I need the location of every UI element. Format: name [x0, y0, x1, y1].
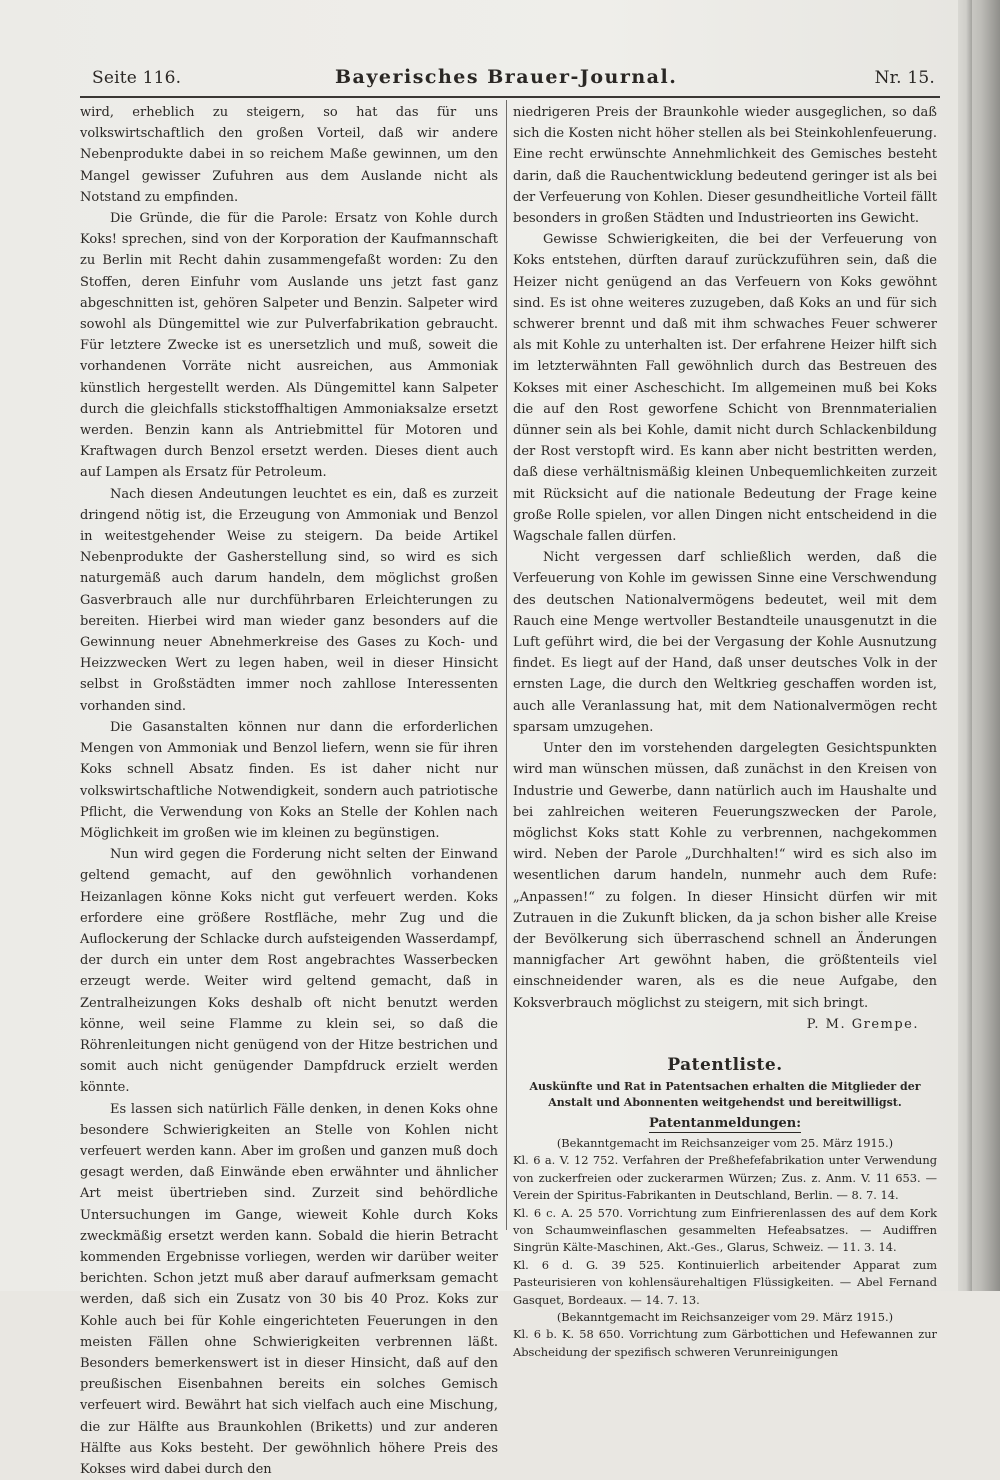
paragraph: Kl. 6 a. V. 12 752. Verfahren der Preßhefefabrikation unter Verwendung von zuckerfreien oder zuckerarmen Würzen; Zus. z. Anm. V. 11 653. — Verein der Spiritus-Fabrikanten in Deutschland, Berlin. — 8. 7. 14. — [513, 1153, 937, 1203]
header-rule — [80, 96, 940, 98]
paragraph: Unter den im vorstehenden dargelegten Gesichtspunkten wird man wünschen müssen, daß zunächst in den Kreisen von Industrie und Gewerbe, dann natürlich auch im Haushalte und bei zahlreichen weiteren Feuerungszwecken der Parole, möglichst Koks statt Kohle zu verbrennen, nachgekommen wird. Neben der Parole „Durchhalten!“ wird es sich also im wesentlichen darum handeln, nunmehr auch dem Rufe: „Anpassen!“ zu folgen. In dieser Hinsicht dürfen wir mit Zutrauen in die Zukunft blicken, da ja schon bisher alle Kreise der Bevölkerung sich überraschend schnell an Änderungen mannigfacher Art gewöhnt haben, die größtenteils viel einschneidender waren, als es die neue Aufgabe, den Koksverbrauch möglichst zu steigern, mit sich bringt. — [513, 741, 937, 1011]
paragraph: Die Gründe, die für die Parole: Ersatz von Kohle durch Koks! sprechen, sind von der Korporation der Kaufmannschaft zu Berlin mit Recht dahin zusammengefaßt worden: Zu den Stoffen, deren Einfuhr vom Auslande uns jetzt fast ganz abgeschnitten ist, gehören Salpeter und Benzin. Salpeter wird sowohl als Düngemittel wie zur Pulverfabrikation gebraucht. Für letztere Zwecke ist es unersetzlich und muß, soweit die vorhandenen Vorräte nicht ausreichen, aus Ammoniak künstlich hergestellt werden. Als Düngemittel kann Salpeter durch die gleichfalls stickstoffhaltigen Ammoniaksalze ersetzt werden. Benzin kann als Antriebmittel für Motoren und Kraftwagen durch Benzol ersetzt werden. Dieses dient auch auf Lampen als Ersatz für Petroleum. — [80, 211, 498, 481]
column-divider — [506, 100, 507, 1230]
paragraph: Nicht vergessen darf schließlich werden, daß die Verfeuerung von Kohle im gewissen Sinne eine Verschwendung des deutschen Nationalvermögens bedeutet, weil mit dem Rauch eine Menge wertvoller Bestandteile unausgenutzt in die Luft geführt wird, die bei der Vergasung der Kohle Ausnutzung findet. Es liegt auf der Hand, daß unser deutsches Volk in der ernsten Lage, die durch den Weltkrieg geschaffen worden ist, auch alle Veranlassung hat, mit dem Nationalvermögen recht sparsam umzugehen. — [513, 550, 937, 735]
paragraph: (Bekanntgemacht im Reichsanzeiger vom 25. März 1915.) — [556, 1135, 894, 1150]
paragraph: Kl. 6 c. A. 25 570. Vorrichtung zum Einfrierenlassen des auf dem Kork von Schaumweinflaschen gesammelten Hefeabsatzes. — Audiffren Singrün Kälte-Maschinen, Akt.-Ges., Glarus, Schweiz. — 11. 3. 14. — [513, 1205, 937, 1255]
paragraph: Nach diesen Andeutungen leuchtet es ein, daß es zurzeit dringend nötig ist, die Erzeugung von Ammoniak und Benzol in weitestgehender Weise zu steigern. Da beide Artikel Nebenprodukte der Gasherstellung sind, so wird es sich naturgemäß auch darum handeln, dem möglichst großen Gasverbrauch alle nur durchführbaren Erleichterungen zu bereiten. Hierbei wird man wieder ganz besonders auf die Gewinnung neuer Abnehmerkreise des Gases zu Koch- und Heizzwecken Wert zu legen haben, weil in dieser Hinsicht selbst in Großstädten immer noch zahllose Interessenten vorhanden sind. — [80, 486, 498, 714]
right-column — [513, 102, 937, 1361]
page-edge-shade — [966, 0, 972, 1291]
page-edge-shadow — [958, 0, 1000, 1291]
issue-number: Nr. 15. — [874, 68, 935, 88]
patent-applications-label: Patentanmeldungen: — [648, 1115, 802, 1131]
paragraph: Kl. 6 d. G. 39 525. Kontinuierlich arbeitender Apparat zum Pasteurisieren von kohlensäurehaltigen Flüssigkeiten. — Abel Fernand Gasquet, Bordeaux. — 14. 7. 13. — [513, 1257, 937, 1307]
paragraph: Es lassen sich natürlich Fälle denken, in denen Koks ohne besondere Schwierigkeiten an Stelle von Kohlen nicht verfeuert werden kann. Aber im großen und ganzen muß doch gesagt werden, daß Einwände eben erwähnter und ähnlicher Art meist übertrieben sind. Zurzeit sind behördliche Untersuchungen im Gange, wieweit Kohle durch Koks zweckmäßig ersetzt werden kann. Sobald die hierin Betracht kommenden Ergebnisse vorliegen, werden wir darüber weiter berichten. Schon jetzt muß aber darauf aufmerksam gemacht werden, daß sich ein Zusatz von 30 bis 40 Proz. Koks zur Kohle auch bei für Kohle eingerichteten Feuerungen in den meisten Fällen ohne Schwierigkeiten verbrennen läßt. Besonders bemerkenswert ist in dieser Hinsicht, daß auf den preußischen Eisenbahnen bereits ein solches Gemisch verfeuert wird. Bewährt hat sich vielfach auch eine Mischung, die zur Hälfte aus Braunkohlen (Briketts) und zur anderen Hälfte aus Koks besteht. Der gewöhnlich höhere Preis des Koksеs wird dabei durch den — [80, 1101, 498, 1477]
journal-title: Bayerisches Brauer-Journal. — [335, 66, 678, 88]
patent-list-note: Auskünfte und Rat in Patentsachen erhalten die Mitglieder der Anstalt und Abonnenten weitgehendst und bereitwilligst. — [529, 1079, 921, 1109]
paragraph: Gewisse Schwierigkeiten, die bei der Verfeuerung von Koks entstehen, dürften darauf zurückzuführen sein, daß die Heizer nicht genügend an das Verfeuern von Koks gewöhnt sind. Es ist ohne weiteres zuzugeben, daß Koks an und für sich schwerer brennt und daß mit ihm schwaches Feuer schwerer als mit Kohle zu unterhalten ist. Der erfahrene Heizer hilft sich im letzterwähnten Fall gewöhnlich durch das Bestreuen des Koksеs mit einer Ascheschicht. Im allgemeinen muß bei Koks die auf den Rost geworfene Schicht von Brennmaterialien dünner sein als bei Kohle, damit nicht durch Schlackenbildung der Rost verstopft wird. Es kann aber nicht bestritten werden, daß diese verhältnismäßig kleinen Unbequemlichkeiten zurzeit mit Rücksicht auf die nationale Bedeutung der Frage keine große Rolle spielen, vor allen Dingen nicht entscheidend in die Wagschale fallen dürfen. — [513, 232, 937, 545]
right-column-text — [513, 102, 937, 1014]
patent-applications-heading — [513, 1113, 937, 1135]
paragraph: Kl. 6 b. K. 58 650. Vorrichtung zum Gärbottichen und Hefewannen zur Abscheidung der spezifisch schweren Verunreinigungen — [513, 1327, 937, 1359]
patent-entries — [513, 1135, 937, 1361]
page-header — [92, 64, 937, 94]
paragraph: niedrigeren Preis der Braunkohle wieder ausgeglichen, so daß sich die Kosten nicht höher stellen als bei Steinkohlenfeuerung. Eine recht erwünschte Annehmlichkeit des Gemisches besteht darin, daß die Rauchentwicklung bedeutend geringer ist als bei der Verfeuerung von Kohlen. Dieser gesundheitliche Vorteil fällt besonders in großen Städten und Industrieorten ins Gewicht. — [513, 105, 937, 227]
paragraph: wird, erheblich zu steigern, so hat das für uns volkswirtschaftlich den großen Vorteil, daß wir andere Nebenprodukte dabei in so reichem Maße gewinnen, um den Mangel gewisser Zufuhren aus dem Auslande nicht als Notstand zu empfinden. — [80, 105, 498, 205]
paragraph: Die Gasanstalten können nur dann die erforderlichen Mengen von Ammoniak und Benzol liefern, wenn sie für ihren Koks schnell Absatz finden. Es ist daher nicht nur volkswirtschaftliche Notwendigkeit, sondern auch patriotische Pflicht, die Verwendung von Koks an Stelle der Kohlen nach Möglichkeit im großen wie im kleinen zu begünstigen. — [80, 719, 498, 841]
left-column — [80, 102, 498, 1480]
patent-list-title: Patentliste. — [667, 1054, 783, 1075]
paragraph: Nun wird gegen die Forderung nicht selten der Einwand geltend gemacht, auf den gewöhnlich vorhandenen Heizanlagen könne Koks nicht gut verfeuert werden. Koks erfordere eine größere Rostfläche, mehr Zug und die Auflockerung der Schlacke durch aufsteigenden Wasserdampf, der durch ein unter dem Rost angebrachtes Wasserbecken erzeugt werde. Weiter wird geltend gemacht, daß in Zentralheizungen Koks deshalb oft nicht benutzt werden könne, weil seine Flamme zu klein sei, so daß die Röhrenleitungen nicht genügend von der Hitze bestrichen und somit auch nicht genügender Dampfdruck erzielt werden könnte. — [80, 847, 498, 1096]
paragraph: (Bekanntgemacht im Reichsanzeiger vom 29. März 1915.) — [556, 1310, 894, 1324]
author-signature: P. M. Grempe. — [806, 1016, 919, 1032]
page-number: Seite 116. — [92, 68, 182, 88]
